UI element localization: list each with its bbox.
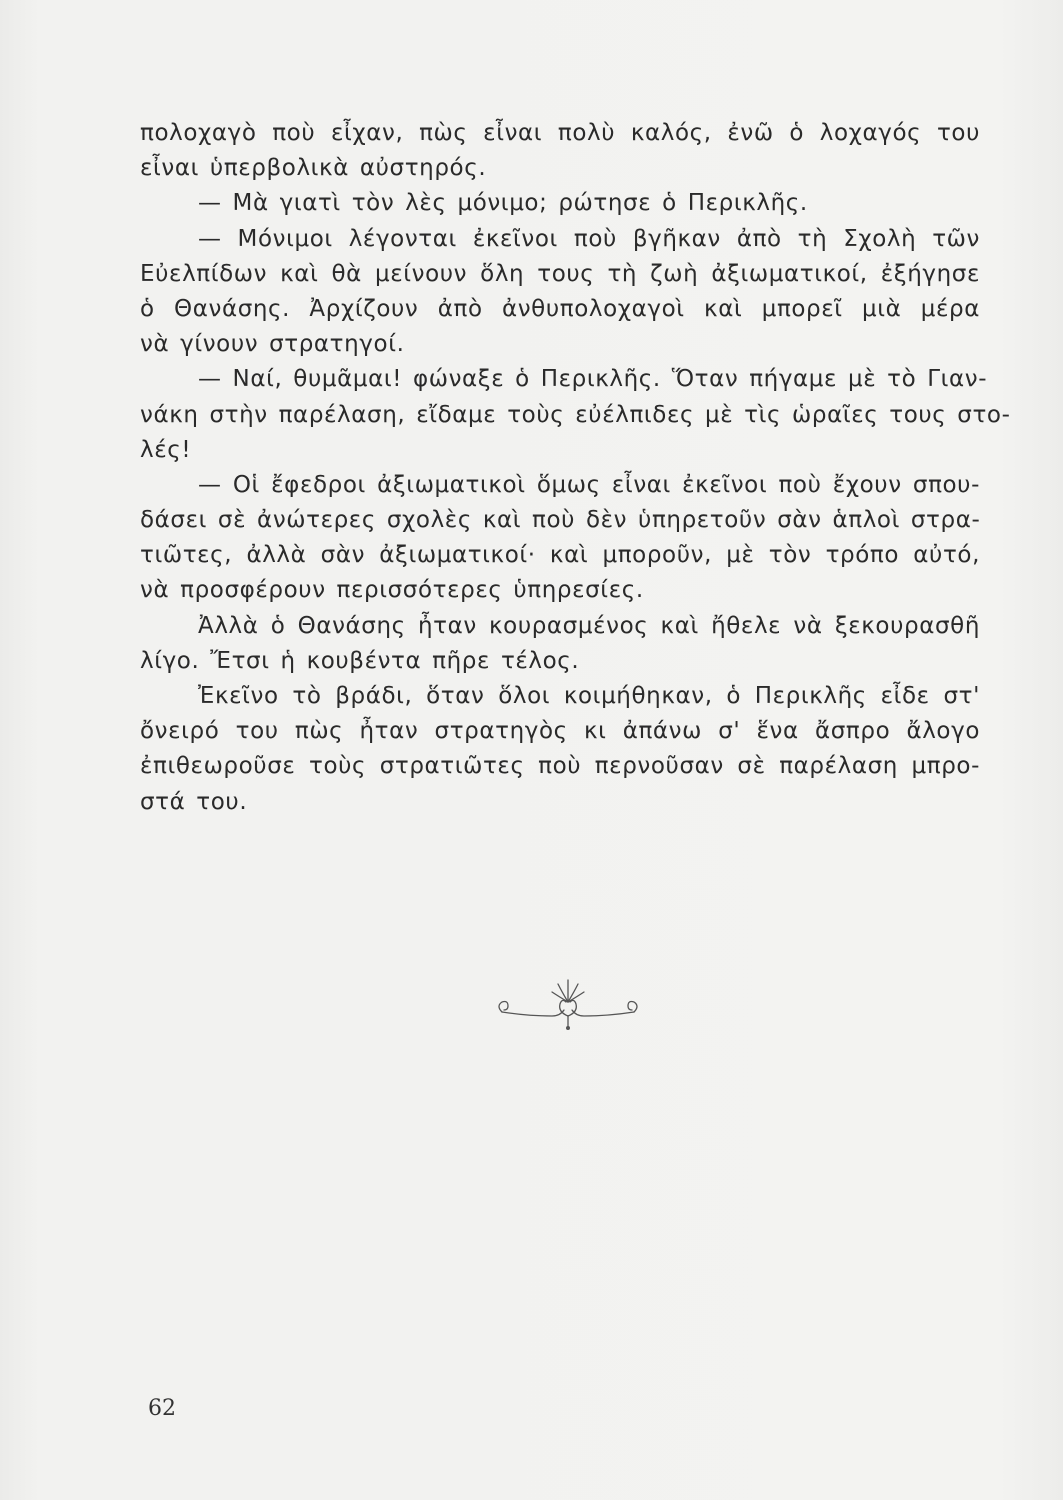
- text-line: Ἐκεῖνο τὸ βράδι, ὅταν ὅλοι κοιμήθηκαν, ὁ Περικλῆς εἶδε στ': [198, 683, 980, 709]
- text-line: λίγο. Ἔτσι ἡ κουβέντα πῆρε τέλος.: [140, 647, 580, 674]
- fleuron-ornament-icon: [488, 972, 648, 1032]
- text-line: ἐπιθεωροῦσε τοὺς στρατιῶτες ποὺ περνοῦσαν σὲ παρέλαση μπρο-: [140, 753, 980, 780]
- text-line: νάκη στὴν παρέλαση, εἴδαμε τοὺς εὐέλπιδες μὲ τὶς ὡραῖες τους στο-: [140, 401, 1011, 428]
- text-line: Εὐελπίδων καὶ θὰ μείνουν ὅλη τους τὴ ζωὴ ἀξιωματικοί, ἐξήγησε: [140, 260, 980, 287]
- text-line: ὄνειρό του πὼς ἦταν στρατηγὸς κι ἀπάνω σ' ἕνα ἄσπρο ἄλογο: [140, 718, 980, 745]
- text-line: ὁ Θανάσης. Ἀρχίζουν ἀπὸ ἀνθυπολοχαγοὶ καὶ μπορεῖ μιὰ μέρα: [140, 295, 980, 322]
- text-line: — Μόνιμοι λέγονται ἐκεῖνοι ποὺ βγῆκαν ἀπὸ τὴ Σχολὴ τῶν: [198, 225, 980, 252]
- text-line: τιῶτες, ἀλλὰ σὰν ἀξιωματικοί· καὶ μποροῦν, μὲ τὸν τρόπο αὐτό,: [140, 542, 980, 569]
- text-line: Ἀλλὰ ὁ Θανάσης ἦταν κουρασμένος καὶ ἤθελε νὰ ξεκουρασθῆ: [198, 612, 980, 639]
- text-line: λές!: [140, 436, 192, 463]
- text-line: πολοχαγὸ ποὺ εἶχαν, πὼς εἶναι πολὺ καλός, ἐνῶ ὁ λοχαγός του: [140, 120, 980, 146]
- text-line: στά του.: [140, 788, 248, 815]
- text-line: νὰ γίνουν στρατηγοί.: [140, 331, 405, 358]
- text-line: νὰ προσφέρουν περισσότερες ὑπηρεσίες.: [140, 577, 644, 604]
- body-text: [140, 116, 1011, 820]
- text-line: — Μὰ γιατὶ τὸν λὲς μόνιμο; ρώτησε ὁ Περικλῆς.: [198, 190, 808, 217]
- page-number: 62: [148, 1396, 176, 1421]
- text-line: εἶναι ὑπερβολικὰ αὐστηρός.: [140, 155, 487, 182]
- text-line: δάσει σὲ ἀνώτερες σχολὲς καὶ ποὺ δὲν ὑπηρετοῦν σὰν ἁπλοὶ στρα-: [140, 507, 981, 534]
- text-line: — Ναί, θυμᾶμαι! φώναξε ὁ Περικλῆς. Ὅταν πήγαμε μὲ τὸ Γιαν-: [198, 366, 988, 393]
- text-line: — Οἱ ἔφεδροι ἀξιωματικοὶ ὅμως εἶναι ἐκεῖνοι ποὺ ἔχουν σπου-: [198, 471, 980, 498]
